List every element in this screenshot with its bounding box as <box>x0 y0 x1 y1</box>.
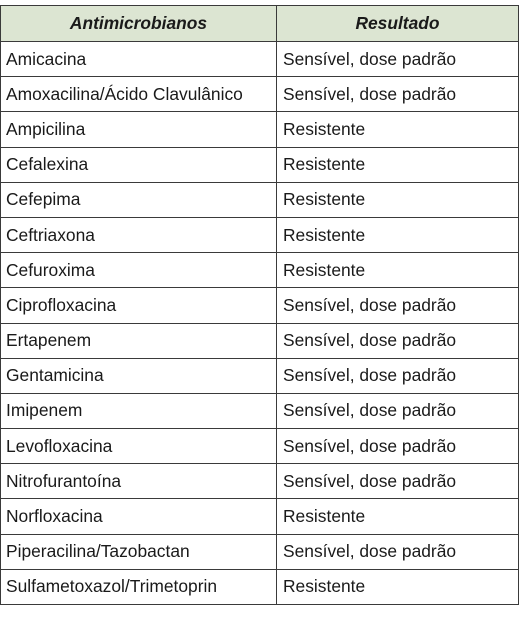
antimicrobial-name: Cefuroxima <box>1 253 277 288</box>
susceptibility-result: Sensível, dose padrão <box>277 288 519 323</box>
susceptibility-result: Sensível, dose padrão <box>277 464 519 499</box>
antimicrobial-name: Levofloxacina <box>1 429 277 464</box>
susceptibility-result: Resistente <box>277 253 519 288</box>
susceptibility-result: Resistente <box>277 182 519 217</box>
antimicrobial-name: Ertapenem <box>1 323 277 358</box>
table-row <box>1 569 519 604</box>
antimicrobial-name: Norfloxacina <box>1 499 277 534</box>
susceptibility-result: Sensível, dose padrão <box>277 323 519 358</box>
table-row <box>1 499 519 534</box>
antimicrobial-name: Piperacilina/Tazobactan <box>1 534 277 569</box>
susceptibility-result: Sensível, dose padrão <box>277 393 519 428</box>
antimicrobial-name: Ceftriaxona <box>1 217 277 252</box>
table-row <box>1 464 519 499</box>
antimicrobial-name: Gentamicina <box>1 358 277 393</box>
antimicrobial-results-table <box>0 5 519 605</box>
susceptibility-result: Sensível, dose padrão <box>277 42 519 77</box>
table-row <box>1 393 519 428</box>
antimicrobial-name: Imipenem <box>1 393 277 428</box>
susceptibility-result: Resistente <box>277 112 519 147</box>
susceptibility-result: Resistente <box>277 499 519 534</box>
susceptibility-result: Sensível, dose padrão <box>277 534 519 569</box>
table-row <box>1 112 519 147</box>
antimicrobial-name: Ampicilina <box>1 112 277 147</box>
antimicrobial-name: Amoxacilina/Ácido Clavulânico <box>1 77 277 112</box>
susceptibility-result: Sensível, dose padrão <box>277 429 519 464</box>
susceptibility-result: Resistente <box>277 217 519 252</box>
table-row <box>1 217 519 252</box>
table-row <box>1 182 519 217</box>
antimicrobial-name: Amicacina <box>1 42 277 77</box>
susceptibility-result: Resistente <box>277 147 519 182</box>
antimicrobial-name: Sulfametoxazol/Trimetoprin <box>1 569 277 604</box>
table-row <box>1 147 519 182</box>
antimicrobial-name: Nitrofurantoína <box>1 464 277 499</box>
table-header-row <box>1 6 519 42</box>
table-row <box>1 534 519 569</box>
susceptibility-result: Resistente <box>277 569 519 604</box>
table-row <box>1 323 519 358</box>
antimicrobial-name: Cefalexina <box>1 147 277 182</box>
antimicrobial-name: Ciprofloxacina <box>1 288 277 323</box>
column-header-antimicrobianos: Antimicrobianos <box>1 6 277 42</box>
table-row <box>1 429 519 464</box>
table-row <box>1 288 519 323</box>
susceptibility-result: Sensível, dose padrão <box>277 358 519 393</box>
table-row <box>1 253 519 288</box>
antimicrobial-name: Cefepima <box>1 182 277 217</box>
susceptibility-result: Sensível, dose padrão <box>277 77 519 112</box>
table-row <box>1 77 519 112</box>
table-row <box>1 42 519 77</box>
table-row <box>1 358 519 393</box>
column-header-resultado: Resultado <box>277 6 519 42</box>
